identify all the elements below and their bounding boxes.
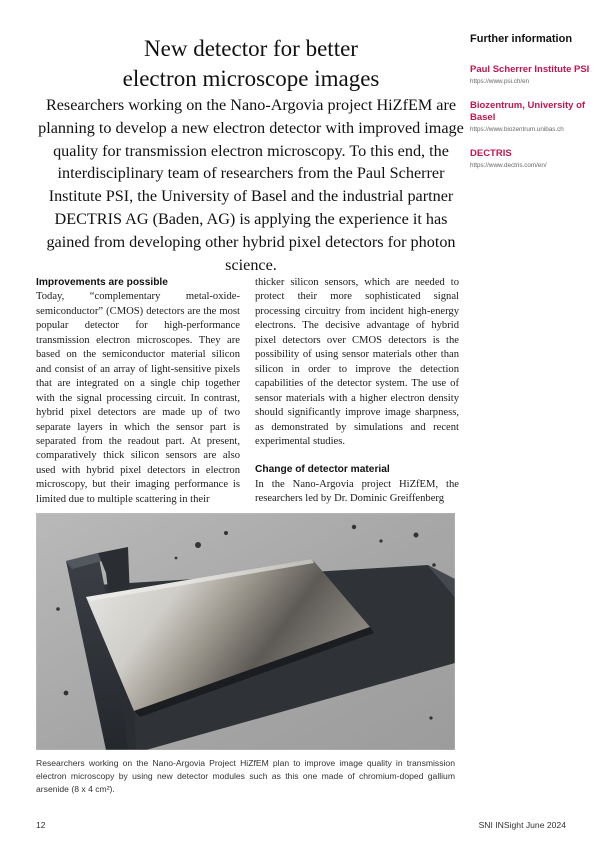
source-url[interactable]: https://www.dectris.com/en/ (470, 162, 547, 169)
source-url[interactable]: https://www.psi.ch/en (470, 78, 530, 85)
article-title (36, 34, 466, 94)
source-dectris[interactable] (470, 148, 590, 170)
section-heading-improvements: Improvements are possible (36, 277, 168, 288)
source-psi[interactable] (470, 64, 590, 86)
source-name[interactable]: DECTRIS (470, 148, 512, 159)
section-heading-detector-material: Change of detector material (255, 464, 390, 476)
further-information-sidebar (470, 32, 590, 184)
detector-module-photo (36, 513, 455, 750)
source-url[interactable]: https://www.biozentrum.unibas.ch (470, 126, 564, 133)
publication-footer: SNI INSight June 2024 (478, 820, 566, 830)
source-name[interactable]: Biozentrum, University of Basel (470, 100, 586, 123)
source-biozentrum[interactable] (470, 100, 590, 134)
body-paragraph-continued: thicker silicon sensors, which are needed to protect their more sophisticated signal processing circuitry from incident high-energy electrons. The decisive advantage of hybrid pixel detectors over CMOS detectors is the possibility of using sensor materials other than silicon in order to improve the detection capabilities of the detector system. The use of sensor materials with a higher electron density should significantly improve image sharpness, as demonstrated by simulations and recent experimental studies. (255, 277, 459, 447)
lead-paragraph: Researchers working on the Nano-Argovia project HiZfEM are planning to develop a new electron detector with improved image quality for transmission electron microscopy. To this end, the interdisciplinary team of researchers from the Paul Scherrer Institute PSI, the University of Basel and the industrial partner DECTRIS AG (Baden, AG) is applying the experience it has gained from developing other hybrid pixel detectors for photon science. (38, 96, 464, 274)
body-column-left (36, 276, 240, 507)
body-paragraph: In the Nano-Argovia project HiZfEM, the researchers led by Dr. Dominic Greiffenberg (255, 478, 459, 505)
source-name[interactable]: Paul Scherrer Institute PSI (470, 64, 590, 75)
page-number: 12 (36, 820, 46, 830)
body-paragraph: Today, “complementary metal-oxide-semiconductor” (CMOS) detectors are the most popular detector for high-performance transmission electron microscopes. They are based on the semiconductor material silicon and consist of an array of light-sensitive pixels that are integrated on a single chip together with the signal processing circuit. In contrast, hybrid pixel detectors are made up of two separate layers in which the sensor part is separated from the readout part. At present, comparatively thick silicon sensors are also used with hybrid pixel detectors in electron microscopy, but their imaging performance is limited due to multiple scattering in their (36, 291, 240, 505)
title-line-1: New detector for better (144, 36, 358, 61)
body-column-right (255, 276, 459, 507)
sidebar-heading: Further information (470, 33, 573, 45)
figure-caption: Researchers working on the Nano-Argovia Project HiZfEM plan to improve image quality in transmission electron microscopy by using new detector modules such as this one made of chromium-doped gallium arsenide (8 x 4 cm²). (36, 758, 455, 794)
title-line-2: electron microscope images (122, 66, 380, 91)
